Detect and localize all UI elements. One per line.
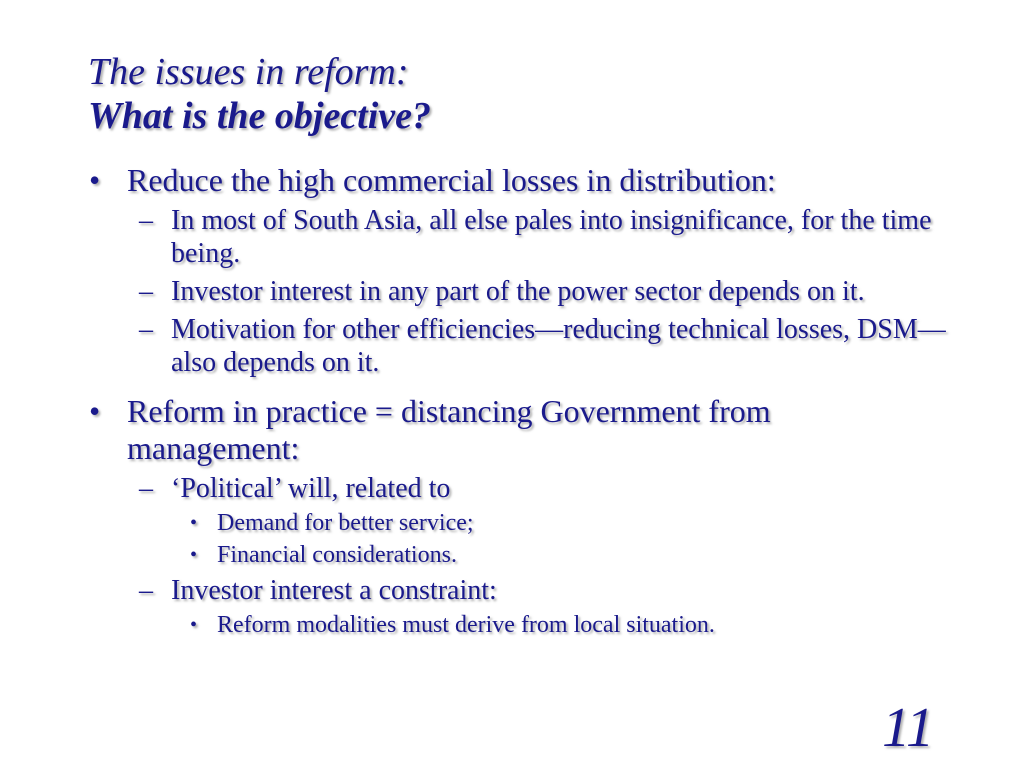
sub-item-text: Investor interest in any part of the power sector depends on it.	[171, 276, 865, 307]
sub-item-text: In most of South Asia, all else pales into insignificance, for the time being.	[171, 205, 932, 269]
sub-item-motivation	[0, 313, 951, 379]
bullet-text: Reform in practice = distancing Government from management:	[127, 393, 771, 466]
bullet-text: Reduce the high commercial losses in distribution:	[127, 162, 776, 198]
title-line-2: What is the objective?	[88, 95, 432, 137]
bullet-marker: •	[89, 393, 101, 429]
dash-marker: –	[139, 473, 153, 504]
dash-marker: –	[139, 575, 153, 606]
dash-marker: –	[139, 205, 153, 236]
slide-title	[88, 50, 968, 138]
sub-sub-item-text: Reform modalities must derive from local situation.	[217, 612, 715, 638]
sub-item-political-will	[0, 472, 951, 505]
bullet-item-reform-practice	[0, 393, 947, 467]
sub-sub-item-reform-modalities	[0, 611, 957, 639]
small-bullet-marker: •	[190, 614, 198, 636]
sub-sub-item-text: Demand for better service;	[217, 510, 474, 536]
bullet-item-commercial-losses	[0, 162, 947, 199]
bullet-marker: •	[89, 162, 101, 198]
small-bullet-marker: •	[190, 544, 198, 566]
dash-marker: –	[139, 276, 153, 307]
sub-item-text: ‘Political’ will, related to	[171, 473, 451, 504]
page-number: 11	[882, 697, 934, 759]
small-bullet-marker: •	[190, 512, 198, 534]
sub-item-text: Motivation for other efficiencies—reducing technical losses, DSM—also depends on it.	[171, 314, 946, 378]
sub-item-investor-interest	[0, 275, 951, 308]
title-line-1: The issues in reform:	[88, 51, 409, 93]
dash-marker: –	[139, 314, 153, 345]
sub-sub-item-financial	[0, 541, 957, 569]
sub-item-investor-constraint	[0, 574, 951, 607]
sub-sub-item-text: Financial considerations.	[217, 542, 457, 568]
sub-item-south-asia	[0, 204, 951, 270]
bullet-list	[0, 162, 1024, 639]
sub-item-text: Investor interest a constraint:	[171, 575, 497, 606]
sub-sub-item-better-service	[0, 509, 957, 537]
